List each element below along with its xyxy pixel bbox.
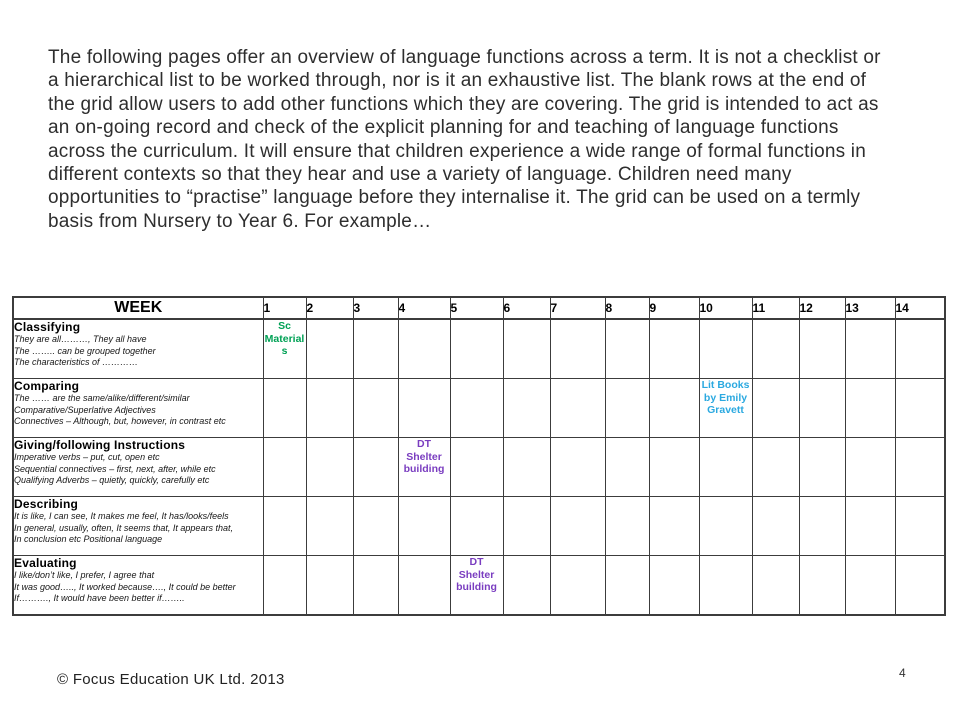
intro-paragraph: The following pages offer an overview of language functions across a term. It is not a checklist or a hierarchical list to be worked through, nor is it an exhaustive list. The blank rows at the end of the grid allow users to add other functions which they are covering. The grid is intended to act as an on-going record and check of the explicit planning for and teaching of language functions across the curriculum. It will ensure that children experience a wide range of formal functions in different contexts so that they hear and use a variety of language. Children need many opportunities to “practise” language before they internalise it. The grid can be used on a termly basis from Nursery to Year 6. For example… — [48, 47, 881, 232]
function-detail-line: Comparative/Superlative Adjectives — [14, 404, 156, 415]
week-column-header: 9 — [649, 297, 699, 319]
week-cell — [398, 497, 450, 556]
week-cell — [649, 379, 699, 438]
week-column-header: 12 — [799, 297, 845, 319]
week-entry-text: DT Shelter building — [403, 438, 445, 475]
week-column-header: 10 — [699, 297, 752, 319]
week-cell — [450, 379, 503, 438]
week-cell — [799, 556, 845, 616]
week-cell — [895, 319, 945, 379]
week-cell — [450, 556, 503, 616]
week-cell — [263, 438, 306, 497]
function-detail-line: The …… are the same/alike/different/similar — [14, 393, 190, 403]
week-column-header: 4 — [398, 297, 450, 319]
function-detail-line: It was good….., It worked because…., It could be better — [14, 581, 236, 592]
week-entry-text: Sc Materials — [264, 320, 305, 357]
week-column-header: 2 — [306, 297, 353, 319]
week-cell — [605, 379, 649, 438]
week-column-header: 11 — [752, 297, 799, 319]
week-cell — [649, 497, 699, 556]
week-cell — [752, 497, 799, 556]
week-cell — [263, 379, 306, 438]
week-cell — [605, 497, 649, 556]
function-title: Describing — [14, 497, 79, 511]
week-column-header: 7 — [550, 297, 605, 319]
function-detail-line: Sequential connectives – first, next, after, while etc — [14, 463, 216, 474]
week-cell — [353, 379, 398, 438]
week-cell — [895, 497, 945, 556]
function-detail-line: I like/don’t like, I prefer, I agree that — [14, 570, 155, 580]
week-cell — [306, 556, 353, 616]
week-cell — [752, 319, 799, 379]
function-label-cell — [13, 438, 263, 497]
week-cell — [398, 438, 450, 497]
week-entry-text: Lit Books by Emily Gravett — [701, 379, 750, 416]
week-cell — [550, 379, 605, 438]
function-detail-line: In general, usually, often, It seems that, It appears that, — [14, 522, 233, 533]
function-detail-line: The characteristics of ………… — [14, 357, 139, 367]
week-cell — [699, 379, 752, 438]
week-cell — [699, 556, 752, 616]
week-cell — [450, 319, 503, 379]
week-entry-text: DT Shelter building — [456, 556, 497, 593]
function-row — [13, 379, 945, 438]
week-cell — [649, 556, 699, 616]
week-cell — [845, 379, 895, 438]
week-cell — [306, 497, 353, 556]
week-column-header: 5 — [450, 297, 503, 319]
week-cell — [699, 497, 752, 556]
week-cell — [503, 438, 550, 497]
function-detail-line: In conclusion etc Positional language — [14, 534, 163, 544]
week-cell — [263, 319, 306, 379]
week-cell — [799, 497, 845, 556]
function-detail-line: They are all………, They all have — [14, 334, 147, 344]
week-column-header: 14 — [895, 297, 945, 319]
function-title: Giving/following Instructions — [14, 438, 186, 452]
week-cell — [306, 319, 353, 379]
function-label-cell — [13, 319, 263, 379]
week-cell — [550, 319, 605, 379]
week-cell — [263, 556, 306, 616]
week-column-header: 3 — [353, 297, 398, 319]
week-cell — [503, 319, 550, 379]
week-cell — [398, 556, 450, 616]
function-detail-line: Qualifying Adverbs – quietly, quickly, carefully etc — [14, 475, 210, 485]
week-cell — [450, 497, 503, 556]
function-detail-line: It is like, I can see, It makes me feel, It has/looks/feels — [14, 511, 229, 521]
week-header-row — [13, 297, 945, 319]
week-cell — [353, 319, 398, 379]
function-label-cell — [13, 497, 263, 556]
week-cell — [353, 556, 398, 616]
week-cell — [605, 319, 649, 379]
week-cell — [845, 556, 895, 616]
week-cell — [353, 497, 398, 556]
function-detail-line: If………., It would have been better if…….. — [14, 593, 185, 603]
function-detail-line: The …….. can be grouped together — [14, 345, 156, 356]
week-cell — [450, 438, 503, 497]
week-column-header: 13 — [845, 297, 895, 319]
week-header-label: WEEK — [13, 297, 263, 319]
week-cell — [799, 319, 845, 379]
function-label-cell — [13, 556, 263, 616]
week-cell — [895, 438, 945, 497]
week-cell — [550, 438, 605, 497]
language-functions-table — [12, 296, 946, 616]
week-cell — [263, 497, 306, 556]
week-cell — [605, 438, 649, 497]
week-cell — [699, 438, 752, 497]
week-cell — [605, 556, 649, 616]
week-cell — [550, 497, 605, 556]
function-title: Classifying — [14, 320, 81, 334]
week-cell — [845, 319, 895, 379]
function-row — [13, 497, 945, 556]
week-cell — [895, 379, 945, 438]
function-detail-line: Imperative verbs – put, cut, open etc — [14, 452, 160, 462]
week-column-header: 6 — [503, 297, 550, 319]
copyright-text: © Focus Education UK Ltd. 2013 — [57, 671, 285, 688]
page-number: 4 — [899, 666, 906, 680]
week-cell — [306, 438, 353, 497]
week-cell — [799, 379, 845, 438]
function-detail-line: Connectives – Although, but, however, in contrast etc — [14, 416, 226, 426]
week-cell — [752, 438, 799, 497]
function-label-cell — [13, 379, 263, 438]
week-cell — [503, 497, 550, 556]
week-cell — [895, 556, 945, 616]
week-cell — [398, 379, 450, 438]
week-cell — [503, 556, 550, 616]
function-row — [13, 556, 945, 616]
week-cell — [699, 319, 752, 379]
week-cell — [845, 497, 895, 556]
function-row — [13, 319, 945, 379]
week-cell — [398, 319, 450, 379]
week-column-header: 1 — [263, 297, 306, 319]
function-row — [13, 438, 945, 497]
week-cell — [845, 438, 895, 497]
week-cell — [799, 438, 845, 497]
week-cell — [550, 556, 605, 616]
week-cell — [752, 556, 799, 616]
function-title: Evaluating — [14, 556, 77, 570]
week-cell — [503, 379, 550, 438]
week-cell — [649, 438, 699, 497]
week-cell — [353, 438, 398, 497]
week-cell — [649, 319, 699, 379]
week-cell — [306, 379, 353, 438]
week-column-header: 8 — [605, 297, 649, 319]
function-title: Comparing — [14, 379, 80, 393]
week-cell — [752, 379, 799, 438]
